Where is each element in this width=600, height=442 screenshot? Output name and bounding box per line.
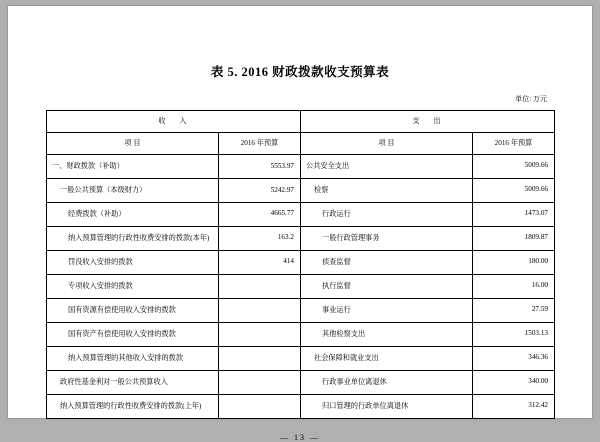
expenditure-item-value: 1473.07 (473, 203, 555, 227)
budget-table-wrapper (46, 110, 554, 419)
expenditure-item-label: 事业运行 (301, 299, 473, 323)
income-item-label: 纳入预算管理的其他收入安排的拨款 (47, 347, 219, 371)
income-item-label: 国有资产有偿使用收入安排的拨款 (47, 323, 219, 347)
expenditure-item-label: 一般行政管理事务 (301, 227, 473, 251)
income-item-value: 163.2 (219, 227, 301, 251)
expenditure-item-value: 180.00 (473, 251, 555, 275)
income-item-value (219, 299, 301, 323)
page-title: 表 5. 2016 财政拨款收支预算表 (210, 65, 390, 79)
column-header-income-budget: 2016 年预算 (219, 133, 301, 155)
income-item-value: 5553.97 (219, 155, 301, 179)
table-row (47, 299, 555, 323)
expenditure-item-value: 1809.87 (473, 227, 555, 251)
table-row (47, 179, 555, 203)
expenditure-item-label: 行政事业单位离退休 (301, 371, 473, 395)
income-item-value (219, 371, 301, 395)
expenditure-item-value: 5009.66 (473, 155, 555, 179)
unit-note: 单位: 万元 (515, 95, 547, 103)
expenditure-item-value: 5009.66 (473, 179, 555, 203)
income-item-value: 5242.97 (219, 179, 301, 203)
table-row (47, 347, 555, 371)
income-item-value (219, 275, 301, 299)
column-header-income-item: 项 目 (47, 133, 219, 155)
income-item-label: 一、财政拨款（补助） (47, 155, 219, 179)
income-item-value (219, 323, 301, 347)
table-row (47, 227, 555, 251)
table-row (47, 275, 555, 299)
expenditure-item-label: 公共安全支出 (301, 155, 473, 179)
income-item-label: 政府性基金利对一般公共预算收入 (47, 371, 219, 395)
expenditure-item-value: 16.00 (473, 275, 555, 299)
expenditure-item-label: 执行监督 (301, 275, 473, 299)
table-row (47, 323, 555, 347)
income-item-label: 经费拨款（补助） (47, 203, 219, 227)
column-header-exp-item: 项 目 (301, 133, 473, 155)
column-header-exp-budget: 2016 年预算 (473, 133, 555, 155)
table-row (47, 395, 555, 419)
page-number: — 13 — (280, 433, 320, 442)
expenditure-item-label: 归口管理的行政单位离退休 (301, 395, 473, 419)
expenditure-item-label: 检察 (301, 179, 473, 203)
expenditure-item-label: 其他检察支出 (301, 323, 473, 347)
expenditure-item-value: 340.00 (473, 371, 555, 395)
expenditure-item-label: 社会保障和就业支出 (301, 347, 473, 371)
table-row (47, 155, 555, 179)
income-item-label: 纳入预算管理的行政性收费安排的拨款(本年) (47, 227, 219, 251)
expenditure-item-label: 行政运行 (301, 203, 473, 227)
income-item-label: 一般公共预算（本级财力） (47, 179, 219, 203)
expenditure-item-label: 侦查监督 (301, 251, 473, 275)
income-item-label: 纳入预算管理的行政性收费安排的拨款(上年) (47, 395, 219, 419)
group-header-income: 收 入 (47, 111, 301, 133)
expenditure-item-value: 346.36 (473, 347, 555, 371)
income-item-value (219, 395, 301, 419)
income-item-value (219, 347, 301, 371)
expenditure-item-value: 312.42 (473, 395, 555, 419)
expenditure-item-value: 27.59 (473, 299, 555, 323)
table-row (47, 371, 555, 395)
table-group-header-row (47, 111, 555, 133)
table-row (47, 251, 555, 275)
budget-table (46, 110, 555, 419)
income-item-label: 国有资源有偿使用收入安排的拨款 (47, 299, 219, 323)
income-item-value: 4665.77 (219, 203, 301, 227)
expenditure-item-value: 1503.13 (473, 323, 555, 347)
group-header-expenditure: 支 出 (301, 111, 555, 133)
document-page (8, 6, 592, 442)
income-item-label: 专项收入安排的拨款 (47, 275, 219, 299)
table-column-header-row (47, 133, 555, 155)
income-item-label: 罚没收入安排的拨款 (47, 251, 219, 275)
table-row (47, 203, 555, 227)
income-item-value: 414 (219, 251, 301, 275)
